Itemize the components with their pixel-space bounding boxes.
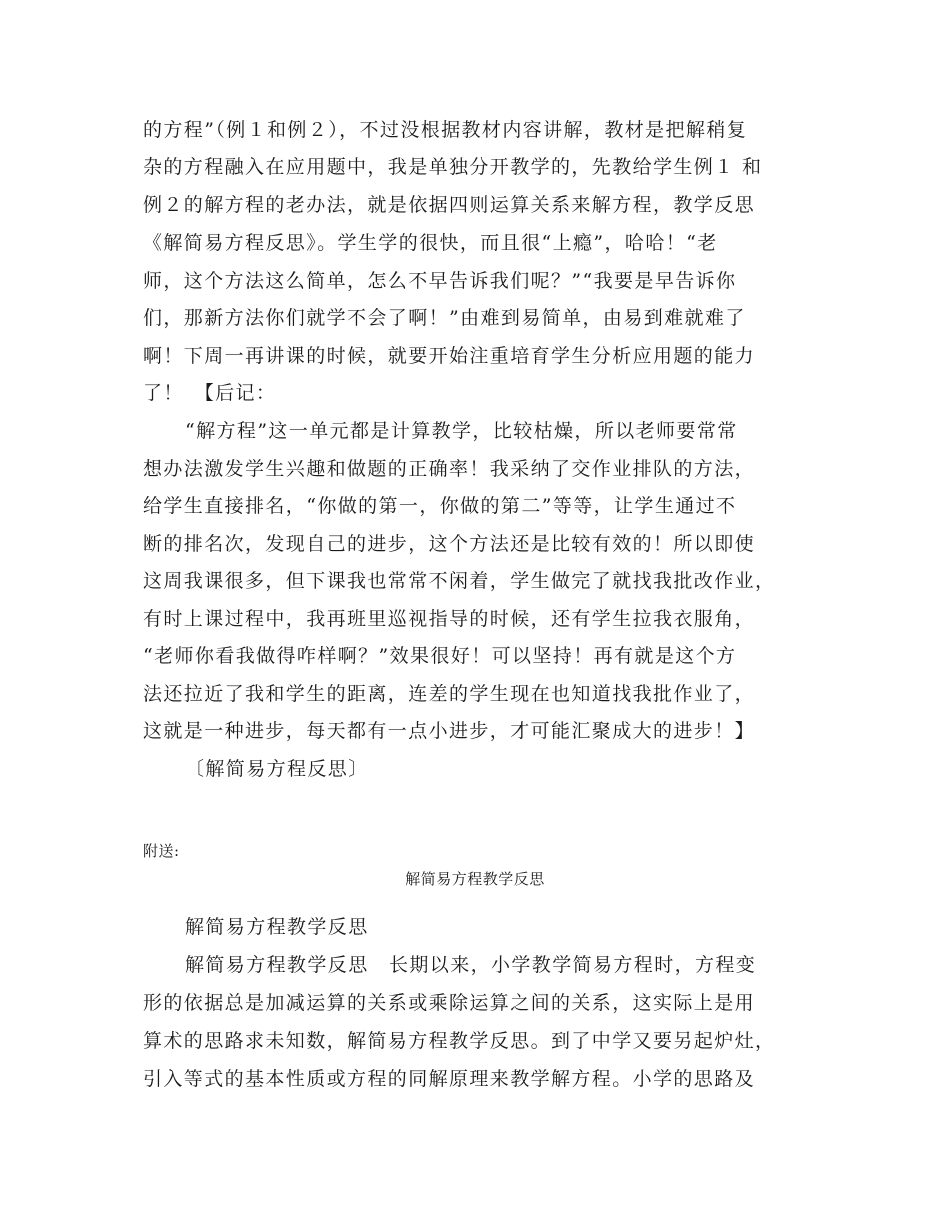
body-text-line: 解简易方程教学反思 长期以来，小学教学简易方程时，方程变	[185, 954, 757, 976]
section-heading: 解简易方程教学反思	[185, 916, 369, 938]
body-text-line: 给学生直接排名，“你做的第一，你做的第二”等等，让学生通过不	[143, 495, 737, 517]
body-text-line: 杂的方程融入在应用题中，我是单独分开教学的，先教给学生例１ 和	[143, 156, 763, 178]
source-note: 〔解简易方程反思〕	[185, 758, 369, 780]
body-text-line: 这就是一种进步，每天都有一点小进步，才可能汇聚成大的进步！】	[143, 720, 756, 742]
body-text-line: 这周我课很多，但下课我也常常不闲着，学生做完了就找我批改作业，	[143, 570, 776, 592]
body-text-line: 例２的解方程的老办法，就是依据四则运算关系来解方程，教学反思	[143, 194, 756, 216]
body-text-line: “解方程”这一单元都是计算教学，比较枯燥，所以老师要常常	[185, 420, 738, 442]
body-text-line: 断的排名次，发现自己的进步，这个方法还是比较有效的！所以即使	[143, 533, 756, 555]
body-text-line: 的方程”（例１和例２），不过没根据教材内容讲解，教材是把解稍复	[143, 119, 748, 141]
body-text-line: 有时上课过程中，我再班里巡视指导的时候，还有学生拉我衣服角，	[143, 608, 756, 630]
body-text-line: 引入等式的基本性质或方程的同解原理来教学解方程。小学的思路及	[143, 1068, 756, 1090]
attachment-title: 解简易方程教学反思	[405, 870, 545, 888]
body-text-line: 算术的思路求未知数，解简易方程教学反思。到了中学又要另起炉灶，	[143, 1030, 776, 1052]
body-text-line: 想办法激发学生兴趣和做题的正确率！我采纳了交作业排队的方法，	[143, 458, 756, 480]
attachment-label: 附送:	[143, 842, 180, 860]
body-text-line: “老师你看我做得咋样啊？”效果很好！可以坚持！再有就是这个方	[143, 645, 737, 667]
body-text-line: 了！ 【后记：	[143, 382, 277, 404]
body-text-line: 们，那新方法你们就学不会了啊！”由难到易简单，由易到难就难了	[143, 307, 746, 329]
body-text-line: 《解简易方程反思》。学生学的很快，而且很“上瘾”，哈哈！“老	[143, 232, 718, 254]
body-text-line: 法还拉近了我和学生的距离，连差的学生现在也知道找我批作业了，	[143, 683, 756, 705]
body-text-line: 形的依据总是加减运算的关系或乘除运算之间的关系，这实际上是用	[143, 992, 756, 1014]
body-text-line: 师，这个方法这么简单，怎么不早告诉我们呢？”“我要是早告诉你	[143, 270, 737, 292]
body-text-line: 啊！下周一再讲课的时候，就要开始注重培育学生分析应用题的能力	[143, 345, 756, 367]
